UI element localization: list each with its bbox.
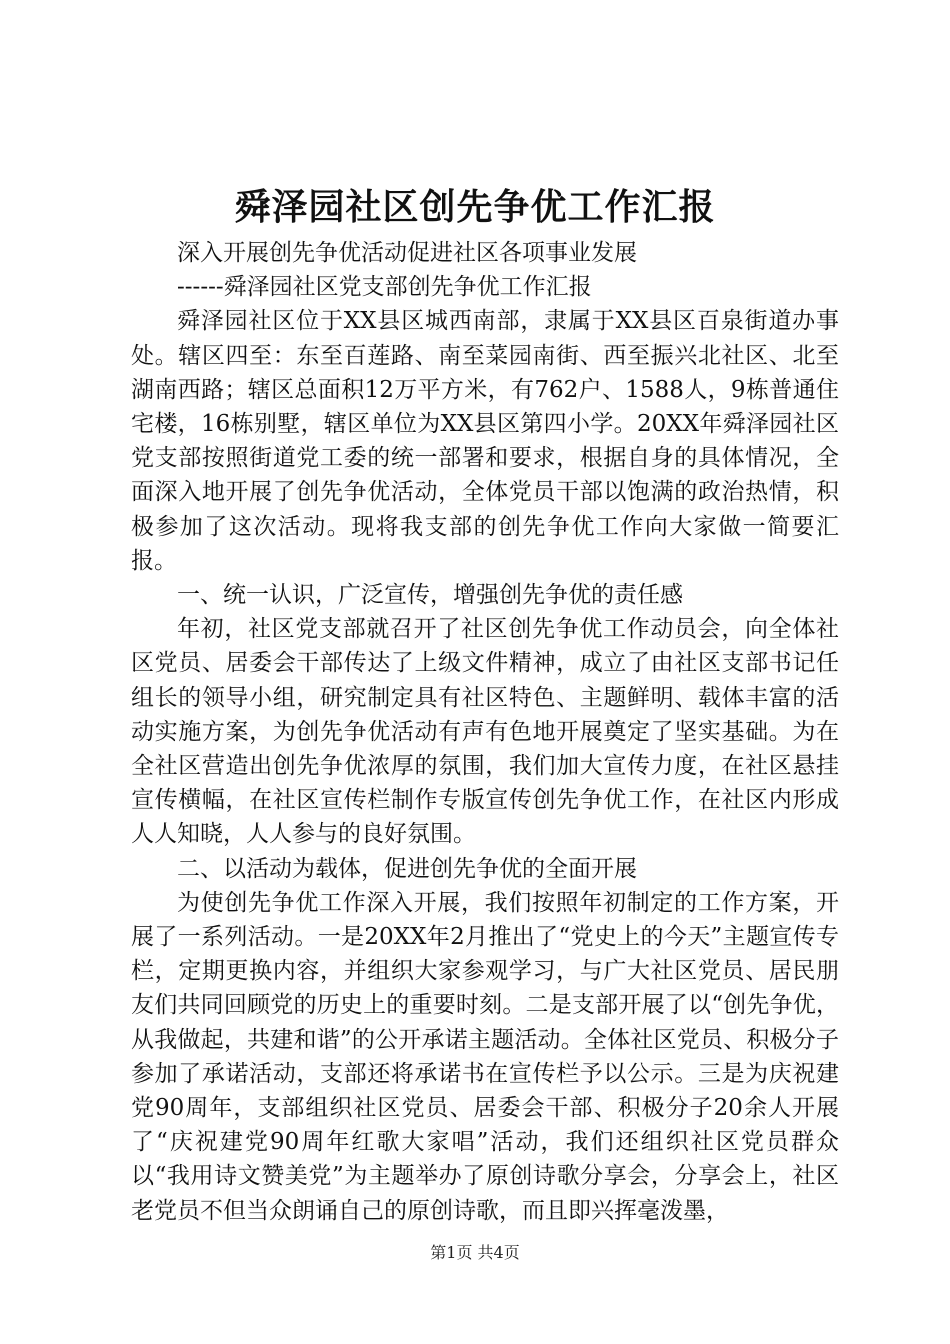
document-body — [131, 236, 839, 1228]
byline: ------舜泽园社区党支部创先争优工作汇报 — [177, 274, 592, 301]
paragraph-section-1: 年初，社区党支部就召开了社区创先争优工作动员会，向全体社区党员、居委会干部传达了上级文件精神，成立了由社区支部书记任组长的领导小组，研究制定具有社区特色、主题鲜明、载体丰富的活动实施方案，为创先争优活动有声有色地开展奠定了坚实基础。为在全社区营造出创先争优浓厚的氛围，我们加大宣传力度，在社区悬挂宣传横幅，在社区宣传栏制作专版宣传创先争优工作，在社区内形成人人知晓，人人参与的良好氛围。 — [131, 616, 839, 848]
page-footer: 第1页 共4页 — [430, 1243, 520, 1262]
paragraph-intro: 舜泽园社区位于XX县区城西南部，隶属于XX县区百泉街道办事处。辖区四至：东至百莲路、南至菜园南街、西至振兴北社区、北至湖南西路；辖区总面积12万平方米，有762户、1588人，9栋普通住宅楼，16栋别墅，辖区单位为XX县区第四小学。20XX年舜泽园社区党支部按照街道党工委的统一部署和要求，根据自身的具体情况，全面深入地开展了创先争优活动，全体党员干部以饱满的政治热情，积极参加了这次活动。现将我支部的创先争优工作向大家做一简要汇报。 — [131, 308, 839, 574]
paragraph-section-2: 为使创先争优工作深入开展，我们按照年初制定的工作方案，开展了一系列活动。一是20XX年2月推出了“党史上的今天”主题宣传专栏，定期更换内容，并组织大家参观学习，与广大社区党员、居民朋友们共同回顾党的历史上的重要时刻。二是支部开展了以“创先争优，从我做起，共建和谐”的公开承诺主题活动。全体社区党员、积极分子参加了承诺活动，支部还将承诺书在宣传栏予以公示。三是为庆祝建党90周年，支部组织社区党员、居委会干部、积极分子20余人开展了“庆祝建党90周年红歌大家唱”活动，我们还组织社区党员群众以“我用诗文赞美党”为主题举办了原创诗歌分享会，分享会上，社区老党员不但当众朗诵自己的原创诗歌，而且即兴挥毫泼墨， — [131, 889, 839, 1224]
document-title: 舜泽园社区创先争优工作汇报 — [234, 186, 716, 228]
section-heading-2: 二、以活动为载体，促进创先争优的全面开展 — [177, 855, 637, 882]
subtitle: 深入开展创先争优活动促进社区各项事业发展 — [177, 240, 637, 266]
section-heading-1: 一、统一认识，广泛宣传，增强创先争优的责任感 — [177, 582, 683, 609]
